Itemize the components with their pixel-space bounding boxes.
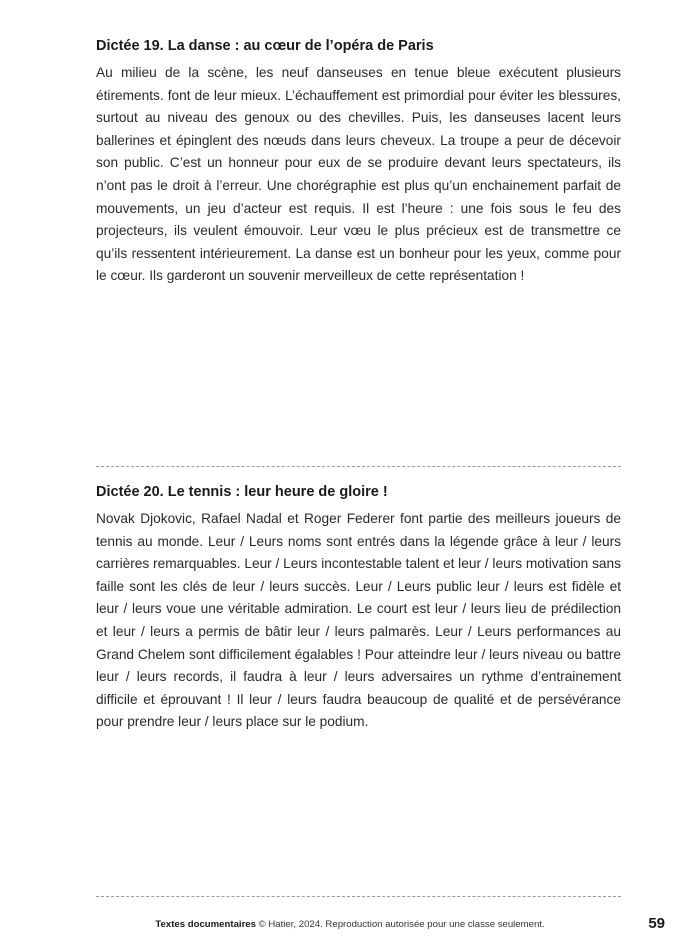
dictee-20-text: Novak Djokovic, Rafael Nadal et Roger Federer font partie des meilleurs joueurs de tennis au monde. Leur / Leurs noms sont entrés dans la légende grâce à leur / leurs carrières remarquables. Leur / Leurs incontestable talent et leur / leurs motivation sans faille sont les clés de leur / leurs succès. Leur / Leurs public leur / leurs est fidèle et leur / leurs voue une véritable admiration. Le court est leur / leurs lieu de prédilection et leur / leurs a permis de bâtir leur / leurs palmarès. Leur / Leurs performances au Grand Chelem sont difficilement égalables ! Pour atteindre leur / leurs niveau ou battre leur / leurs records, il faudra à leur / leurs adversaires un rythme d’entrainement difficile et éprouvant ! Il leur / leurs faudra beaucoup de qualité et de persévérance pour prendre leur / leurs place sur le podium.	[96, 511, 621, 730]
dashed-divider	[96, 896, 621, 897]
dictee-20-title: Dictée 20. Le tennis : leur heure de gloire !	[96, 484, 388, 500]
footer-copyright: © Hatier, 2024. Reproduction autorisée pour une classe seulement.	[255, 919, 545, 930]
dictee-20-section	[96, 482, 621, 734]
footer-credit	[0, 918, 700, 932]
footer-brand: Textes documentaires	[155, 919, 256, 930]
dictee-19-title: Dictée 19. La danse : au cœur de l’opéra de Paris	[96, 38, 434, 54]
dictee-19-text: Au milieu de la scène, les neuf danseuses en tenue bleue exécutent plusieurs étirements. font de leur mieux. L’échauffement est primordial pour éviter les blessures, surtout au niveau des genoux ou des chevilles. Puis, les danseuses lacent leurs ballerines et épinglent des nœuds dans leurs cheveux. La troupe a peur de décevoir son public. C’est un honneur pour eux de se produire devant leurs spectateurs, ils n’ont pas le droit à l’erreur. Une chorégraphie est plus qu’un enchainement parfait de mouvements, un jeu d’acteur est requis. Il est l’heure : une fois sous le feu des projecteurs, ils veulent émouvoir. Leur vœu le plus précieux est de transmettre ce qu’ils ressentent intérieurement. La danse est un bonheur pour les yeux, comme pour le cœur. Ils garderont un souvenir merveilleux de cette représentation !	[96, 65, 621, 284]
page-number: 59	[648, 915, 665, 932]
dashed-divider	[96, 466, 621, 467]
dictee-19-section	[96, 36, 621, 288]
page-footer	[0, 915, 700, 934]
